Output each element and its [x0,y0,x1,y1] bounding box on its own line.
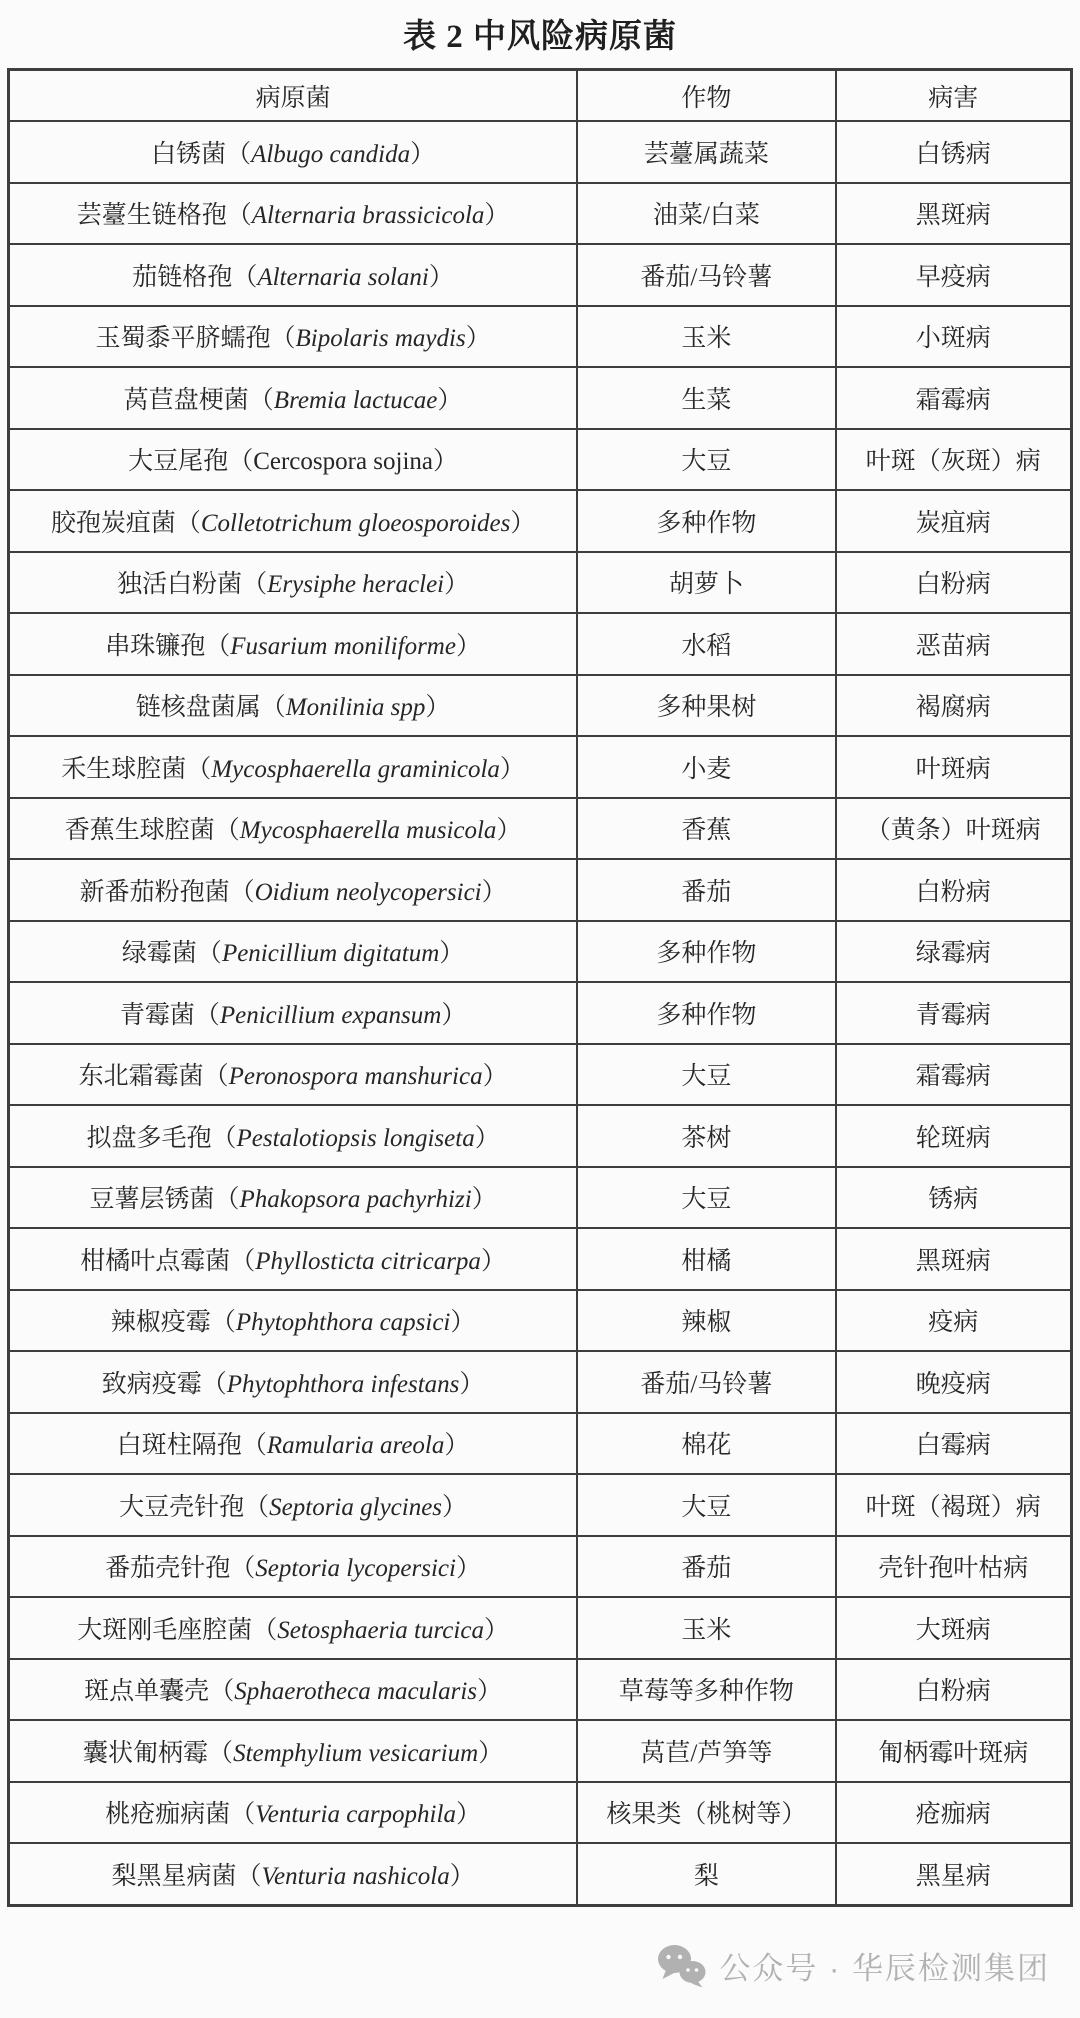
close-paren: ） [474,1124,500,1152]
pathogen-cn: 白斑柱隔孢 [116,1432,242,1460]
crop-cell: 多种作物 [577,982,835,1044]
open-paren: （ [214,1186,240,1214]
disease-cell: 白粉病 [836,859,1072,921]
col-header-crop: 作物 [577,70,835,122]
pathogen-latin: Bipolaris maydis [295,325,466,353]
pathogen-latin: Ramularia areola [266,1432,445,1460]
pathogen-latin: Cercospora sojina [253,448,434,476]
pathogen-cn: 青霉菌 [119,1001,195,1029]
crop-cell: 生菜 [577,367,835,429]
close-paren: ） [483,1616,509,1644]
pathogen-cn: 香蕉生球腔菌 [64,817,215,845]
close-paren: ） [437,386,463,414]
table-row [9,1782,1072,1844]
table-row [9,552,1072,614]
crop-cell: 番茄/马铃薯 [577,244,835,306]
close-paren: ） [410,140,436,168]
crop-cell: 番茄 [577,859,835,921]
pathogen-latin: Peronospora manshurica [228,1063,483,1091]
table-row [9,982,1072,1044]
pathogen-cell [9,490,578,552]
table-row [9,1843,1072,1905]
pathogen-cell [9,429,578,491]
close-paren: ） [450,1309,476,1337]
disease-cell: 霜霉病 [836,1044,1072,1106]
pathogen-cell [9,306,578,368]
disease-cell: 白霉病 [836,1413,1072,1475]
close-paren: ） [510,509,536,537]
crop-cell: 多种作物 [577,490,835,552]
crop-cell: 核果类（桃树等） [577,1782,835,1844]
crop-cell: 胡萝卜 [577,552,835,614]
disease-cell: 青霉病 [836,982,1072,1044]
pathogen-latin: Mycosphaerella musicola [239,817,497,845]
pathogen-table [7,68,1073,1907]
table-row [9,1290,1072,1352]
pathogen-cn: 囊状匍柄霉 [83,1739,209,1767]
close-paren: ） [484,202,510,230]
pathogen-cn: 斑点单囊壳 [84,1678,210,1706]
open-paren: （ [228,448,254,476]
close-paren: ） [480,1247,506,1275]
disease-cell: 晚疫病 [836,1351,1072,1413]
disease-cell: 轮斑病 [836,1105,1072,1167]
table-row [9,1105,1072,1167]
pathogen-cell [9,552,578,614]
pathogen-cell [9,183,578,245]
open-paren: （ [196,940,222,968]
pathogen-cell [9,367,578,429]
disease-cell: 恶苗病 [836,613,1072,675]
disease-cell: 白粉病 [836,1659,1072,1721]
pathogen-cell [9,1044,578,1106]
close-paren: ） [496,817,522,845]
table-row [9,1044,1072,1106]
pathogen-latin: Phyllosticta citricarpa [255,1247,481,1275]
pathogen-cn: 豆薯层锈菌 [89,1186,215,1214]
disease-cell: 炭疽病 [836,490,1072,552]
pathogen-cn: 新番茄粉孢菌 [79,878,230,906]
disease-cell: 霜霉病 [836,367,1072,429]
pathogen-cell [9,736,578,798]
table-row [9,183,1072,245]
crop-cell: 大豆 [577,1474,835,1536]
pathogen-latin: Penicillium digitatum [221,940,440,968]
pathogen-cn: 串珠镰孢 [105,632,206,660]
table-row [9,1167,1072,1229]
pathogen-cn: 茄链格孢 [132,263,233,291]
pathogen-cell [9,1782,578,1844]
pathogen-latin: Phakopsora pachyrhizi [239,1186,472,1214]
table-row [9,921,1072,983]
open-paren: （ [201,1370,227,1398]
close-paren: ） [455,1555,481,1583]
pathogen-cell [9,921,578,983]
table-row [9,367,1072,429]
table-row [9,859,1072,921]
pathogen-cn: 拟盘多毛孢 [86,1124,212,1152]
open-paren: （ [214,817,240,845]
table-row [9,306,1072,368]
close-paren: ） [459,1370,485,1398]
disease-cell: 小斑病 [836,306,1072,368]
open-paren: （ [229,878,255,906]
table-row [9,613,1072,675]
table-row [9,675,1072,737]
close-paren: ） [444,571,470,599]
table-row [9,1474,1072,1536]
crop-cell: 芸薹属蔬菜 [577,121,835,183]
pathogen-latin: Stemphylium vesicarium [233,1739,479,1767]
pathogen-cn: 大豆尾孢 [128,448,229,476]
disease-cell: 黑斑病 [836,183,1072,245]
table-row [9,798,1072,860]
pathogen-cn: 大斑刚毛座腔菌 [77,1616,253,1644]
crop-cell: 辣椒 [577,1290,835,1352]
pathogen-latin: Sphaerotheca macularis [234,1678,477,1706]
table-row [9,1597,1072,1659]
disease-cell: 黑星病 [836,1843,1072,1905]
pathogen-cn: 柑橘叶点霉菌 [80,1247,231,1275]
disease-cell: 叶斑病 [836,736,1072,798]
crop-cell: 油菜/白菜 [577,183,835,245]
disease-cell: 壳针孢叶枯病 [836,1536,1072,1598]
close-paren: ） [441,1001,467,1029]
open-paren: （ [260,694,286,722]
pathogen-cell [9,1536,578,1598]
crop-cell: 小麦 [577,736,835,798]
close-paren: ） [449,1862,475,1890]
open-paren: （ [244,1493,270,1521]
open-paren: （ [211,1124,237,1152]
pathogen-cn: 番茄壳针孢 [105,1555,231,1583]
pathogen-latin: Venturia carpophila [255,1801,456,1829]
close-paren: ） [499,755,525,783]
close-paren: ） [478,1739,504,1767]
disease-cell: 大斑病 [836,1597,1072,1659]
pathogen-cell [9,675,578,737]
close-paren: ） [455,1801,481,1829]
pathogen-cn: 致病疫霉 [101,1370,202,1398]
close-paren: ） [455,632,481,660]
table-row [9,1536,1072,1598]
pathogen-cn: 莴苣盘梗菌 [123,386,249,414]
disease-cell: 黑斑病 [836,1228,1072,1290]
wechat-icon [657,1944,707,1988]
disease-cell: 早疫病 [836,244,1072,306]
pathogen-cell [9,121,578,183]
pathogen-cn: 胶孢炭疽菌 [50,509,176,537]
close-paren: ） [433,448,459,476]
open-paren: （ [236,1862,262,1890]
open-paren: （ [232,263,258,291]
table-row [9,244,1072,306]
crop-cell: 棉花 [577,1413,835,1475]
table-row [9,1659,1072,1721]
pathogen-cn: 白锈菌 [151,140,227,168]
pathogen-cell [9,1290,578,1352]
pathogen-latin: Colletotrichum gloeosporoides [200,509,511,537]
pathogen-latin: Penicillium expansum [219,1001,442,1029]
close-paren: ） [428,263,454,291]
pathogen-cell [9,1843,578,1905]
crop-cell: 大豆 [577,429,835,491]
table-body [9,121,1072,1905]
pathogen-cell [9,1413,578,1475]
pathogen-cell [9,1720,578,1782]
open-paren: （ [242,571,268,599]
pathogen-cell [9,798,578,860]
crop-cell: 大豆 [577,1044,835,1106]
pathogen-cell [9,1351,578,1413]
pathogen-latin: Fusarium moniliforme [230,632,456,660]
close-paren: ） [442,1493,468,1521]
open-paren: （ [210,1309,236,1337]
pathogen-latin: Pestalotiopsis longiseta [236,1124,475,1152]
pathogen-latin: Alternaria solani [257,263,429,291]
crop-cell: 番茄 [577,1536,835,1598]
disease-cell: 叶斑（灰斑）病 [836,429,1072,491]
footer-text: 公众号 · 华辰检测集团 [719,1951,1050,1986]
close-paren: ） [477,1678,503,1706]
table-row [9,1720,1072,1782]
pathogen-cell [9,1474,578,1536]
close-paren: ） [465,325,491,353]
disease-cell: 绿霉病 [836,921,1072,983]
pathogen-cn: 芸薹生链格孢 [76,202,227,230]
disease-cell: 疫病 [836,1290,1072,1352]
pathogen-cell [9,1597,578,1659]
close-paren: ） [444,1432,470,1460]
table-row [9,1351,1072,1413]
close-paren: ） [425,694,451,722]
disease-cell: 褐腐病 [836,675,1072,737]
crop-cell: 多种果树 [577,675,835,737]
open-paren: （ [248,386,274,414]
open-paren: （ [186,755,212,783]
pathogen-cn: 链核盘菌属 [135,694,261,722]
header-row [9,70,1072,122]
pathogen-latin: Phytophthora capsici [235,1309,451,1337]
pathogen-latin: Septoria lycopersici [255,1555,456,1583]
open-paren: （ [270,325,296,353]
disease-cell: （黄条）叶斑病 [836,798,1072,860]
close-paren: ） [471,1186,497,1214]
pathogen-latin: Venturia nashicola [261,1862,450,1890]
disease-cell: 叶斑（褐斑）病 [836,1474,1072,1536]
crop-cell: 多种作物 [577,921,835,983]
open-paren: （ [241,1432,267,1460]
pathogen-latin: Bremia lactucae [273,386,438,414]
col-header-pathogen: 病原菌 [9,70,578,122]
pathogen-latin: Phytophthora infestans [226,1370,460,1398]
open-paren: （ [230,1801,256,1829]
page-title: 表 2 中风险病原菌 [403,19,677,55]
table-row [9,736,1072,798]
close-paren: ） [481,878,507,906]
pathogen-latin: Oidium neolycopersici [254,878,482,906]
col-header-disease: 病害 [836,70,1072,122]
pathogen-latin: Albugo candida [251,140,411,168]
table-row [9,1413,1072,1475]
pathogen-cn: 独活白粉菌 [117,571,243,599]
open-paren: （ [226,140,252,168]
table-row [9,490,1072,552]
open-paren: （ [230,1247,256,1275]
open-paren: （ [203,1063,229,1091]
pathogen-cn: 梨黑星病菌 [111,1862,237,1890]
crop-cell: 水稻 [577,613,835,675]
pathogen-latin: Alternaria brassicicola [251,202,485,230]
pathogen-latin: Monilinia spp [285,694,426,722]
crop-cell: 茶树 [577,1105,835,1167]
disease-cell: 匍柄霉叶斑病 [836,1720,1072,1782]
pathogen-cell [9,244,578,306]
open-paren: （ [226,202,252,230]
disease-cell: 白锈病 [836,121,1072,183]
disease-cell: 疮痂病 [836,1782,1072,1844]
open-paren: （ [209,1678,235,1706]
close-paren: ） [482,1063,508,1091]
open-paren: （ [208,1739,234,1767]
pathogen-cn: 玉蜀黍平脐蠕孢 [95,325,271,353]
crop-cell: 番茄/马铃薯 [577,1351,835,1413]
pathogen-cn: 辣椒疫霉 [110,1309,211,1337]
crop-cell: 柑橘 [577,1228,835,1290]
table-row [9,429,1072,491]
pathogen-cn: 绿霉菌 [121,940,197,968]
pathogen-latin: Setosphaeria turcica [277,1616,484,1644]
open-paren: （ [194,1001,220,1029]
table-row [9,121,1072,183]
crop-cell: 香蕉 [577,798,835,860]
pathogen-latin: Mycosphaerella graminicola [211,755,500,783]
open-paren: （ [230,1555,256,1583]
table-row [9,1228,1072,1290]
open-paren: （ [205,632,231,660]
pathogen-latin: Erysiphe heraclei [267,571,445,599]
pathogen-cn: 大豆壳针孢 [119,1493,245,1521]
open-paren: （ [252,1616,278,1644]
crop-cell: 玉米 [577,1597,835,1659]
crop-cell: 玉米 [577,306,835,368]
pathogen-cell [9,982,578,1044]
pathogen-cell [9,613,578,675]
pathogen-cell [9,1105,578,1167]
pathogen-cell [9,1167,578,1229]
pathogen-latin: Septoria glycines [269,1493,443,1521]
crop-cell: 草莓等多种作物 [577,1659,835,1721]
pathogen-cn: 桃疮痂病菌 [105,1801,231,1829]
pathogen-cn: 东北霜霉菌 [78,1063,204,1091]
pathogen-cn: 禾生球腔菌 [61,755,187,783]
disease-cell: 锈病 [836,1167,1072,1229]
crop-cell: 莴苣/芦笋等 [577,1720,835,1782]
crop-cell: 梨 [577,1843,835,1905]
open-paren: （ [175,509,201,537]
close-paren: ） [439,940,465,968]
footer-watermark [657,1943,1050,1988]
disease-cell: 白粉病 [836,552,1072,614]
pathogen-cell [9,1228,578,1290]
pathogen-cell [9,859,578,921]
crop-cell: 大豆 [577,1167,835,1229]
pathogen-cell [9,1659,578,1721]
